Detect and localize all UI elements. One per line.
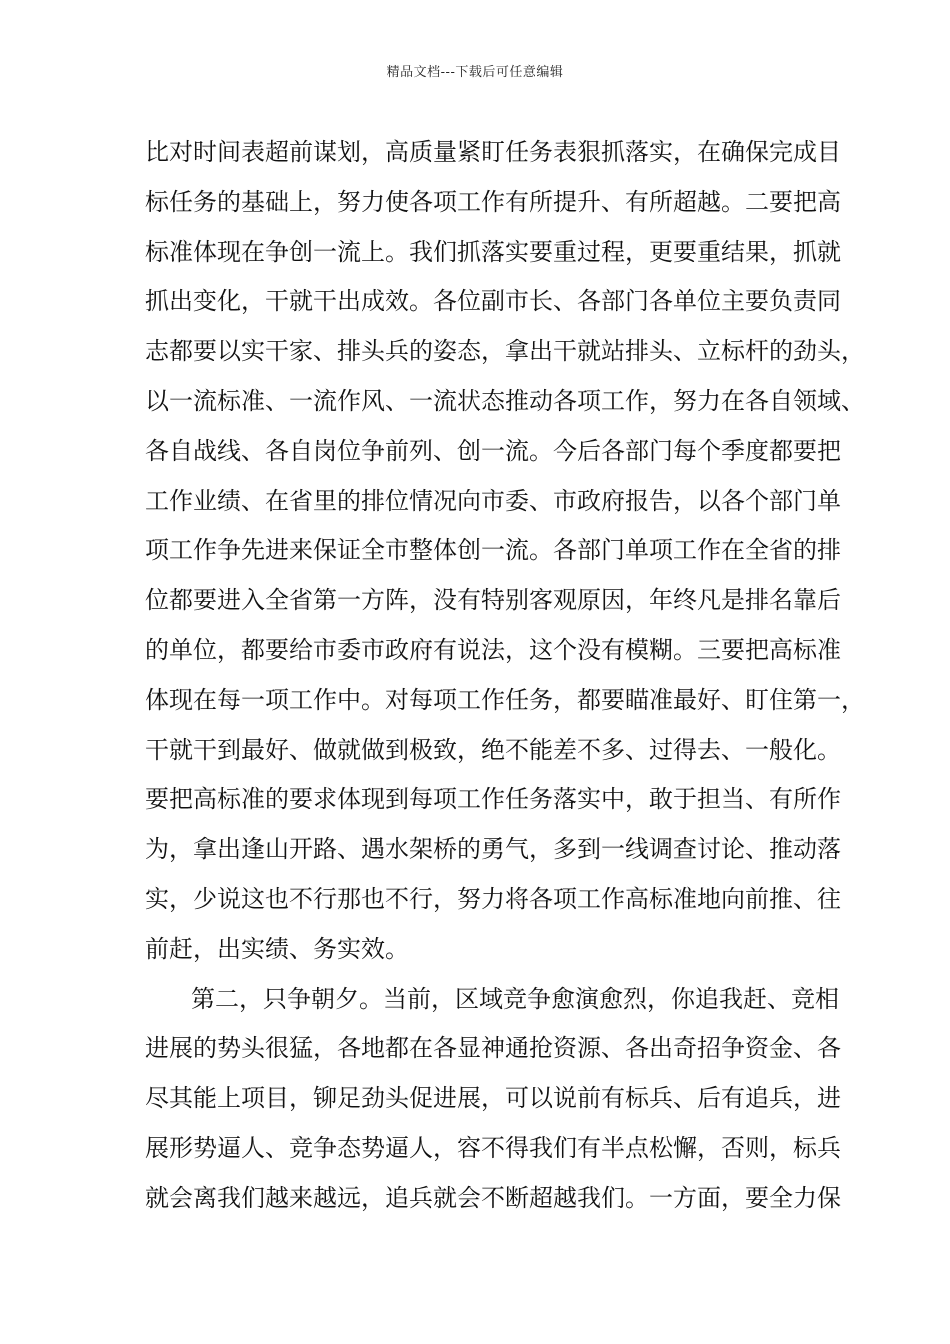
paragraph-end-line: 前赶，出实绩、务实效。 — [145, 934, 409, 963]
text-line: 为，拿出逢山开路、遇水架桥的勇气，多到一线调查讨论、推动落 — [145, 835, 841, 864]
text-line: 标任务的基础上，努力使各项工作有所提升、有所超越。二要把高 — [145, 187, 841, 216]
text-line: 志都要以实干家、排头兵的姿态，拿出干就站排头、立标杆的劲头， — [145, 337, 865, 366]
text-line: 进展的势头很猛，各地都在各显神通抢资源、各出奇招争资金、各 — [145, 1034, 841, 1063]
text-line: 尽其能上项目，铆足劲头促进展，可以说前有标兵、后有追兵，进 — [145, 1084, 841, 1113]
text-line: 项工作争先进来保证全市整体创一流。各部门单项工作在全省的排 — [145, 536, 841, 565]
text-line: 干就干到最好、做就做到极致，绝不能差不多、过得去、一般化。 — [145, 735, 841, 764]
text-line: 标准体现在争创一流上。我们抓落实要重过程，更要重结果，抓就 — [145, 237, 841, 266]
body-text — [145, 134, 865, 1230]
text-line: 体现在每一项工作中。对每项工作任务，都要瞄准最好、盯住第一， — [145, 685, 865, 714]
text-line: 各自战线、各自岗位争前列、创一流。今后各部门每个季度都要把 — [145, 436, 841, 465]
text-line: 工作业绩、在省里的排位情况向市委、市政府报告，以各个部门单 — [145, 486, 841, 515]
text-line: 的单位，都要给市委市政府有说法，这个没有模糊。三要把高标准 — [145, 635, 841, 664]
text-line: 要把高标准的要求体现到每项工作任务落实中，敢于担当、有所作 — [145, 785, 841, 814]
text-line: 以一流标准、一流作风、一流状态推动各项工作，努力在各自领域、 — [145, 386, 865, 415]
text-line: 展形势逼人、竞争态势逼人，容不得我们有半点松懈，否则，标兵 — [145, 1133, 841, 1162]
text-line: 比对时间表超前谋划，高质量紧盯任务表狠抓落实，在确保完成目 — [145, 138, 841, 166]
text-line: 位都要进入全省第一方阵，没有特别客观原因，年终凡是排名靠后 — [145, 586, 841, 615]
text-line: 实，少说这也不行那也不行，努力将各项工作高标准地向前推、往 — [145, 884, 841, 913]
text-line: 就会离我们越来越远，追兵就会不断超越我们。一方面，要全力保 — [145, 1183, 841, 1212]
page-header: 精品文档---下载后可任意编辑 — [386, 65, 564, 80]
text-line: 抓出变化，干就干出成效。各位副市长、各部门各单位主要负责同 — [145, 287, 841, 316]
paragraph-start-line: 第二，只争朝夕。当前，区域竞争愈演愈烈，你追我赶、竞相 — [191, 984, 839, 1013]
